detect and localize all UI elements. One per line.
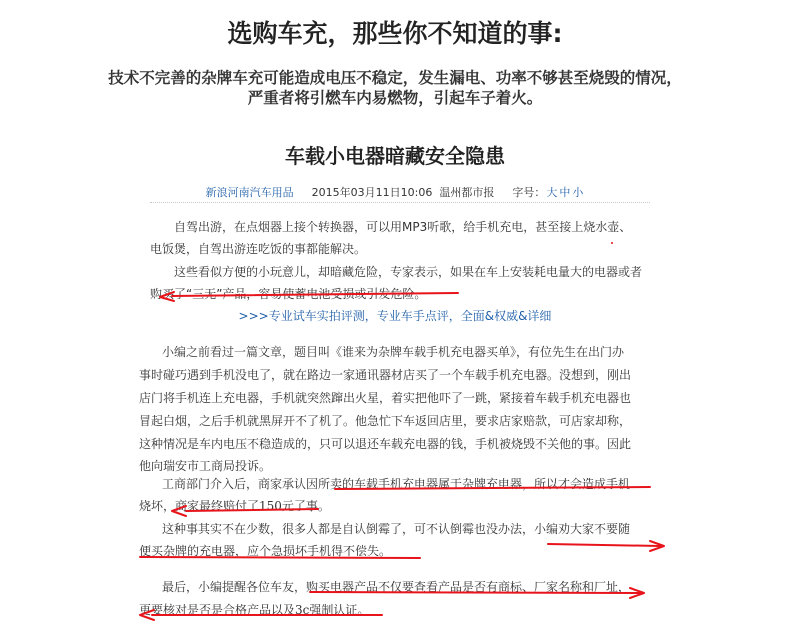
font-size-small-button[interactable]: 小 xyxy=(572,186,584,199)
body-line: 更要核对是否是合格产品以及3c强制认证。 xyxy=(139,603,370,617)
arrowhead-check-label xyxy=(630,588,644,598)
body-line: 最后，小编提醒各位车友，购买电器产品不仅要查看产品是否有商标、厂家名称和厂址， xyxy=(162,580,631,594)
article-meta xyxy=(0,184,790,200)
arrowhead-advice xyxy=(650,541,664,551)
test-drive-review-link[interactable]: >>>专业试车实拍评测，专业车手点评，全面&权威&详细 xyxy=(238,309,552,323)
article-outlet: 温州都市报 xyxy=(439,186,495,199)
stray-dot xyxy=(611,242,613,244)
body-line: 店门将手机连上充电器，手机就突然蹿出火星，着实把他吓了一跳，紧接着车载手机充电器也 xyxy=(139,391,632,405)
article-date: 2015年03月11日10:06 xyxy=(311,186,433,199)
banner-subline-1: 技术不完善的杂牌车充可能造成电压不稳定，发生漏电、功率不够甚至烧毁的情况， xyxy=(108,69,682,87)
body-line: 便买杂牌的充电器，应个急损坏手机得不偿失。 xyxy=(139,544,392,558)
body-line: 事时碰巧遇到手机没电了，就在路边一家通讯器材店买了一个车载手机充电器。没想到，刚出 xyxy=(139,368,632,382)
annotation-strokes xyxy=(140,292,664,620)
body-line: 这种情况是车内电压不稳造成的，只可以退还车载充电器的钱，手机被烧毁不关他的事。因此 xyxy=(139,437,632,451)
body-line: 小编之前看过一篇文章，题目叫《谁来为杂牌车载手机充电器买单》，有位先生在出门办 xyxy=(162,345,625,359)
banner-headline: 选购车充，那些你不知道的事: xyxy=(227,19,563,48)
font-size-label: 字号： xyxy=(512,186,546,199)
font-size-medium-button[interactable]: 中 xyxy=(559,186,571,199)
meta-divider xyxy=(150,202,650,203)
body-line: 这种事其实不在少数，很多人都是自认倒霉了，可不认倒霉也没办法，小编劝大家不要随 xyxy=(162,522,631,536)
intro-line: 电饭煲，自驾出游连吃饭的事都能解决。 xyxy=(150,242,367,256)
intro-line: 这些看似方便的小玩意儿，却暗藏危险，专家表示，如果在车上安装耗电量大的电器或者 xyxy=(174,265,643,279)
underline-advice xyxy=(548,544,660,546)
body-line: 烧坏，商家最终赔付了150元了事。 xyxy=(139,499,330,513)
body-line: 冒起白烟，之后手机就黑屏开不了机了。他急忙下车返回店里，要求店家赔款，可店家却称， xyxy=(139,414,632,428)
banner-subline-2: 严重者将引燃车内易燃物，引起车子着火。 xyxy=(247,89,543,107)
font-size-large-button[interactable]: 大 xyxy=(546,186,558,199)
body-line: 他向瑞安市工商局投诉。 xyxy=(139,459,272,473)
body-line: 工商部门介入后，商家承认因所卖的车载手机充电器属于杂牌充电器，所以才会造成手机 xyxy=(162,477,631,491)
article-title: 车载小电器暗藏安全隐患 xyxy=(285,144,505,168)
intro-line: 购买了“三无”产品，容易使蓄电池受损或引发危险。 xyxy=(150,287,427,301)
intro-line: 自驾出游，在点烟器上接个转换器，可以用MP3听歌，给手机充电，甚至接上烧水壶、 xyxy=(174,220,632,234)
article-source[interactable]: 新浪河南汽车用品 xyxy=(205,186,294,199)
